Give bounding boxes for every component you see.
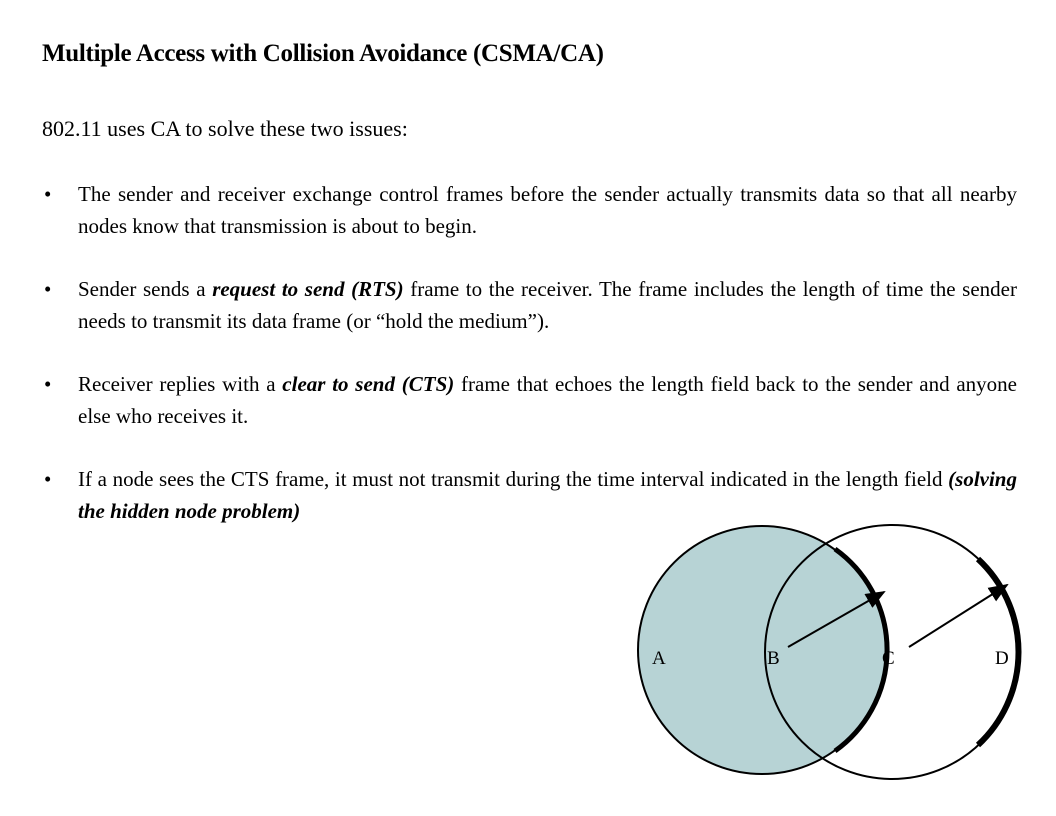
label-b: B (767, 648, 780, 669)
rts-term: request to send (RTS) (212, 277, 404, 301)
bullet-marker: • (44, 467, 52, 491)
label-a: A (652, 648, 666, 669)
bullet-marker: • (44, 372, 52, 396)
bullet-marker: • (44, 182, 52, 206)
hidden-node-term: (solving the hidden node problem) (78, 467, 1017, 523)
label-d: D (995, 648, 1009, 669)
bullet-text: frame that echoes the length field back to the sender and anyone else who receives it. (78, 372, 1018, 428)
hidden-node-diagram (630, 500, 1056, 816)
intro-text: 802.11 uses CA to solve these two issues: (42, 116, 408, 141)
bullet-item (42, 368, 1017, 432)
slide-title: Multiple Access with Collision Avoidance (CSMA/CA) (42, 40, 604, 67)
bullet-text: Receiver replies with a (78, 372, 283, 396)
bullet-text: If a node sees the CTS frame, it must not transmit during the time interval indicated in the length field (78, 467, 949, 491)
bullet-marker: • (44, 277, 52, 301)
bullet-item (42, 273, 1017, 337)
label-c: C (882, 648, 895, 669)
bullet-text: Sender sends a (78, 277, 213, 301)
bullet-item (42, 178, 1017, 242)
cts-term: clear to send (CTS) (282, 372, 455, 396)
bullet-text: The sender and receiver exchange control frames before the sender actually transmits data so that all nearby nodes know that transmission is about to begin. (78, 182, 1017, 238)
range-diagram-svg (630, 500, 1056, 816)
bullet-text: frame to the receiver. The frame includes the length of time the sender needs to transmit its data frame (or “hold the medium”). (78, 277, 1017, 333)
c-arrow (909, 585, 1007, 647)
